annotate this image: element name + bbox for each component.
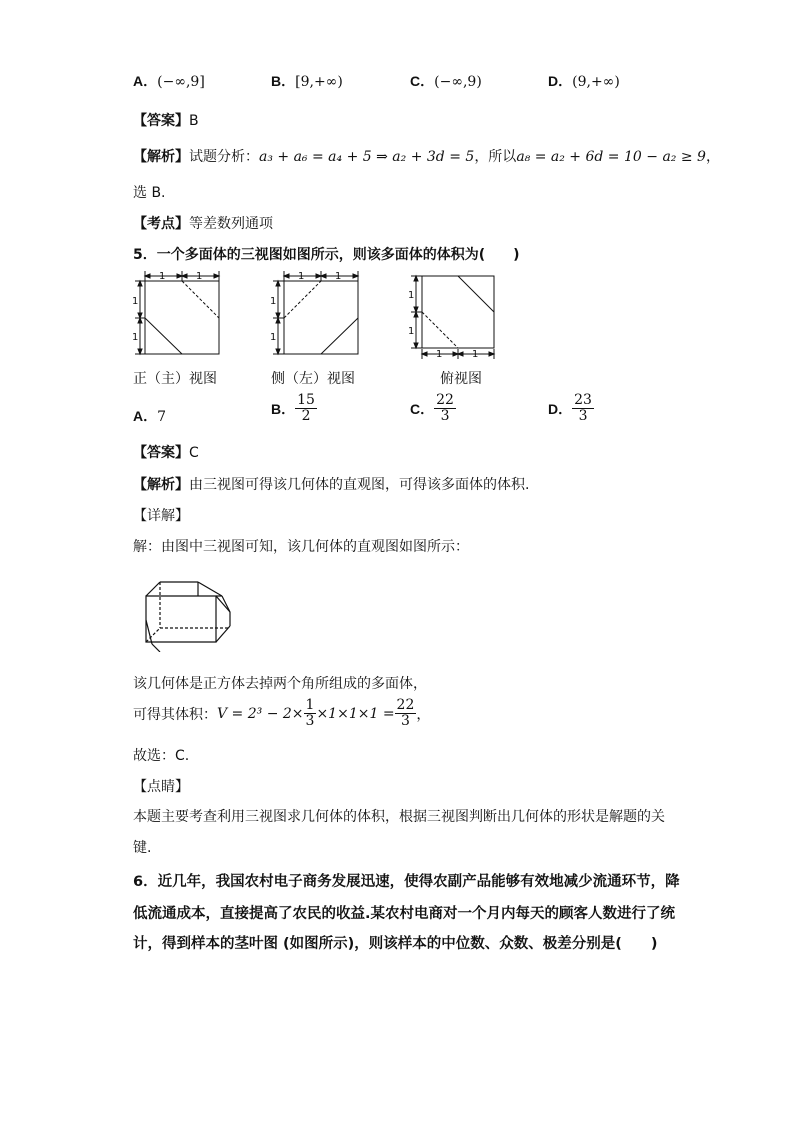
option-label: D． <box>548 400 573 417</box>
fraction-numerator: 15 <box>297 392 315 408</box>
dim-label: 1 <box>335 271 342 282</box>
dim-label: 1 <box>196 271 203 282</box>
fraction-numerator: 1 <box>305 697 315 713</box>
q4-choice: 选 B. <box>133 185 166 201</box>
side-view <box>273 271 358 354</box>
dim-label: 1 <box>472 349 479 360</box>
dim-label: 1 <box>159 271 166 282</box>
view-label-side: 侧（左）视图 <box>271 371 355 387</box>
option-label: C． <box>410 73 435 89</box>
q5-analysis <box>133 474 529 494</box>
q6-line-1: 6．近几年，我国农村电子商务发展迅速，使得农副产品能够有效地减少流通环节，降 <box>133 874 680 890</box>
fraction-denominator: 2 <box>301 408 311 425</box>
answer-tag: 【答案】 <box>133 113 189 129</box>
dim-label: 1 <box>132 296 139 307</box>
option-label: A． <box>133 408 158 424</box>
answer-value: C <box>189 445 199 461</box>
fraction-denominator: 3 <box>440 408 450 425</box>
dim-label: 1 <box>436 349 443 360</box>
point-text: 等差数列通项 <box>189 216 273 232</box>
volume-mid: ×1×1×1 = <box>316 705 395 722</box>
q4-answer <box>133 110 199 130</box>
dim-label: 1 <box>408 290 415 301</box>
q5-choice: 故选：C. <box>133 748 190 764</box>
q5-option-d <box>548 393 594 425</box>
fraction-denominator: 3 <box>305 713 315 730</box>
dim-label: 1 <box>270 332 277 343</box>
q4-point <box>133 213 273 233</box>
q5-option-b <box>271 393 317 425</box>
q4-analysis <box>133 146 720 166</box>
option-value: [9,+∞) <box>295 74 343 90</box>
q5-comment-tag: 【点睛】 <box>133 779 189 795</box>
option-fraction <box>434 393 456 425</box>
analysis-end: ， <box>705 149 720 165</box>
front-view <box>135 271 219 354</box>
q4-option-a <box>133 71 205 91</box>
q5-detail-tag: 【详解】 <box>133 508 189 524</box>
polyhedron-figure <box>140 572 240 652</box>
option-value: (9,+∞) <box>572 74 620 90</box>
q5-option-c <box>410 393 456 425</box>
q5-question: 5．一个多面体的三视图如图所示，则该多面体的体积为( ) <box>133 247 520 263</box>
option-fraction <box>295 393 317 425</box>
q5-answer <box>133 442 199 462</box>
option-label: D． <box>548 73 573 89</box>
option-value: (−∞,9] <box>157 74 205 90</box>
option-label: B． <box>271 73 296 89</box>
volume-prefix: 可得其体积： <box>133 706 217 723</box>
option-label: A． <box>133 73 158 89</box>
analysis-tag: 【解析】 <box>133 477 189 493</box>
q4-option-d <box>548 71 620 91</box>
dim-label: 1 <box>408 326 415 337</box>
q4-option-c <box>410 71 482 91</box>
option-value: 7 <box>157 409 167 425</box>
dim-label: 1 <box>132 332 139 343</box>
q6-line-3: 计，得到样本的茎叶图 (如图所示)，则该样本的中位数、众数、极差分别是( ) <box>133 936 658 952</box>
volume-lhs: V = 2³ − 2× <box>217 705 304 722</box>
fraction-numerator: 22 <box>396 697 415 713</box>
option-label: C． <box>410 400 435 417</box>
analysis-tag: 【解析】 <box>133 149 189 165</box>
fraction-denominator: 3 <box>401 713 410 730</box>
q4-option-b <box>271 71 343 91</box>
dim-label: 1 <box>270 296 277 307</box>
option-value: (−∞,9) <box>434 74 482 90</box>
answer-tag: 【答案】 <box>133 445 189 461</box>
volume-end: ， <box>416 706 431 723</box>
q5-comment-line-1: 本题主要考查利用三视图求几何体的体积，根据三视图判断出几何体的形状是解题的关 <box>133 809 665 825</box>
analysis-sep: ，所以 <box>474 149 517 165</box>
q5-detail-text: 解：由图中三视图可知，该几何体的直观图如图所示： <box>133 539 469 555</box>
volume-fraction <box>304 698 317 730</box>
analysis-text: 由三视图可得该几何体的直观图，可得该多面体的体积. <box>189 477 530 493</box>
q6-line-2: 低流通成本，直接提高了农民的收益.某农村电商对一个月内每天的顾客人数进行了统 <box>133 906 676 922</box>
analysis-text: 试题分析： <box>189 149 259 165</box>
point-tag: 【考点】 <box>133 216 189 232</box>
q5-volume <box>133 698 430 730</box>
top-view <box>411 276 494 359</box>
q5-option-a <box>133 406 166 426</box>
view-label-front: 正（主）视图 <box>133 371 217 387</box>
q5-conclusion: 该几何体是正方体去掉两个角所组成的多面体， <box>133 676 427 692</box>
option-label: B． <box>271 400 296 417</box>
view-label-top: 俯视图 <box>440 371 482 387</box>
three-views-figure <box>130 266 510 366</box>
q5-comment-line-2: 键. <box>133 840 152 856</box>
analysis-formula-1: a₃ + a₆ = a₄ + 5 ⇒ a₂ + 3d = 5 <box>259 149 475 165</box>
analysis-formula-2: a₈ = a₂ + 6d = 10 − a₂ ≥ 9 <box>516 149 706 165</box>
fraction-numerator: 22 <box>436 392 454 408</box>
dim-label: 1 <box>298 271 305 282</box>
fraction-denominator: 3 <box>578 408 588 425</box>
answer-value: B <box>189 113 199 129</box>
option-fraction <box>572 393 594 425</box>
volume-result <box>395 698 417 730</box>
fraction-numerator: 23 <box>574 392 592 408</box>
